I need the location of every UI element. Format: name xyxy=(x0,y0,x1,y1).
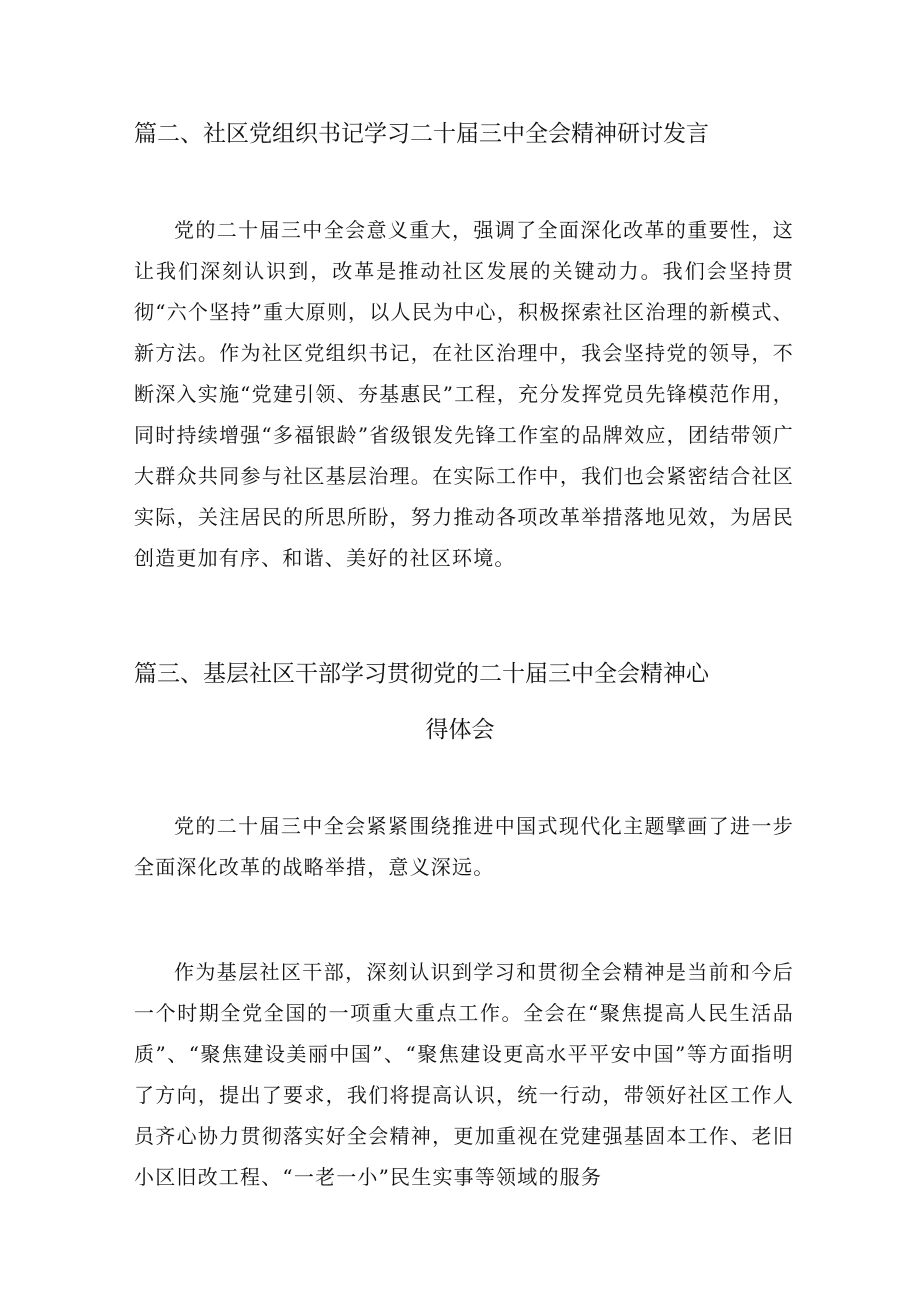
section3-heading-line2: 得体会 xyxy=(425,717,495,743)
section2-heading: 篇二、社区党组织书记学习二十届三中全会精神研讨发言 xyxy=(134,121,709,147)
section3-heading-line1: 篇三、基层社区干部学习贯彻党的二十届三中全会精神心 xyxy=(134,661,709,687)
section3-paragraph-2: 作为基层社区干部，深刻认识到学习和贯彻全会精神是当前和今后一个时期全党全国的一项重大重点工作。全会在“聚焦提高人民生活品质”、“聚焦建设美丽中国”、“聚焦建设更高水平平安中国”等方面指明了方向，提出了要求，我们将提高认识，统一行动，带领好社区工作人员齐心协力贯彻落实好全会精神，更加重视在党建强基固本工作、老旧小区旧改工程、“一老一小”民生实事等领域的服务 xyxy=(134,960,794,1189)
section2-paragraph: 党的二十届三中全会意义重大，强调了全面深化改革的重要性，这让我们深刻认识到，改革是推动社区发展的关键动力。我们会坚持贯彻“六个坚持”重大原则，以人民为中心，积极探索社区治理的新模式、新方法。作为社区党组织书记，在社区治理中，我会坚持党的领导，不断深入实施“党建引领、夯基惠民”工程，充分发挥党员先锋模范作用，同时持续增强“多福银龄”省级银发先锋工作室的品牌效应，团结带领广大群众共同参与社区基层治理。在实际工作中，我们也会紧密结合社区实际，关注居民的所思所盼，努力推动各项改革举措落地见效，为居民创造更加有序、和谐、美好的社区环境。 xyxy=(134,218,794,570)
section3-paragraph-1: 党的二十届三中全会紧紧围绕推进中国式现代化主题擘画了进一步全面深化改革的战略举措，意义深远。 xyxy=(134,814,794,879)
